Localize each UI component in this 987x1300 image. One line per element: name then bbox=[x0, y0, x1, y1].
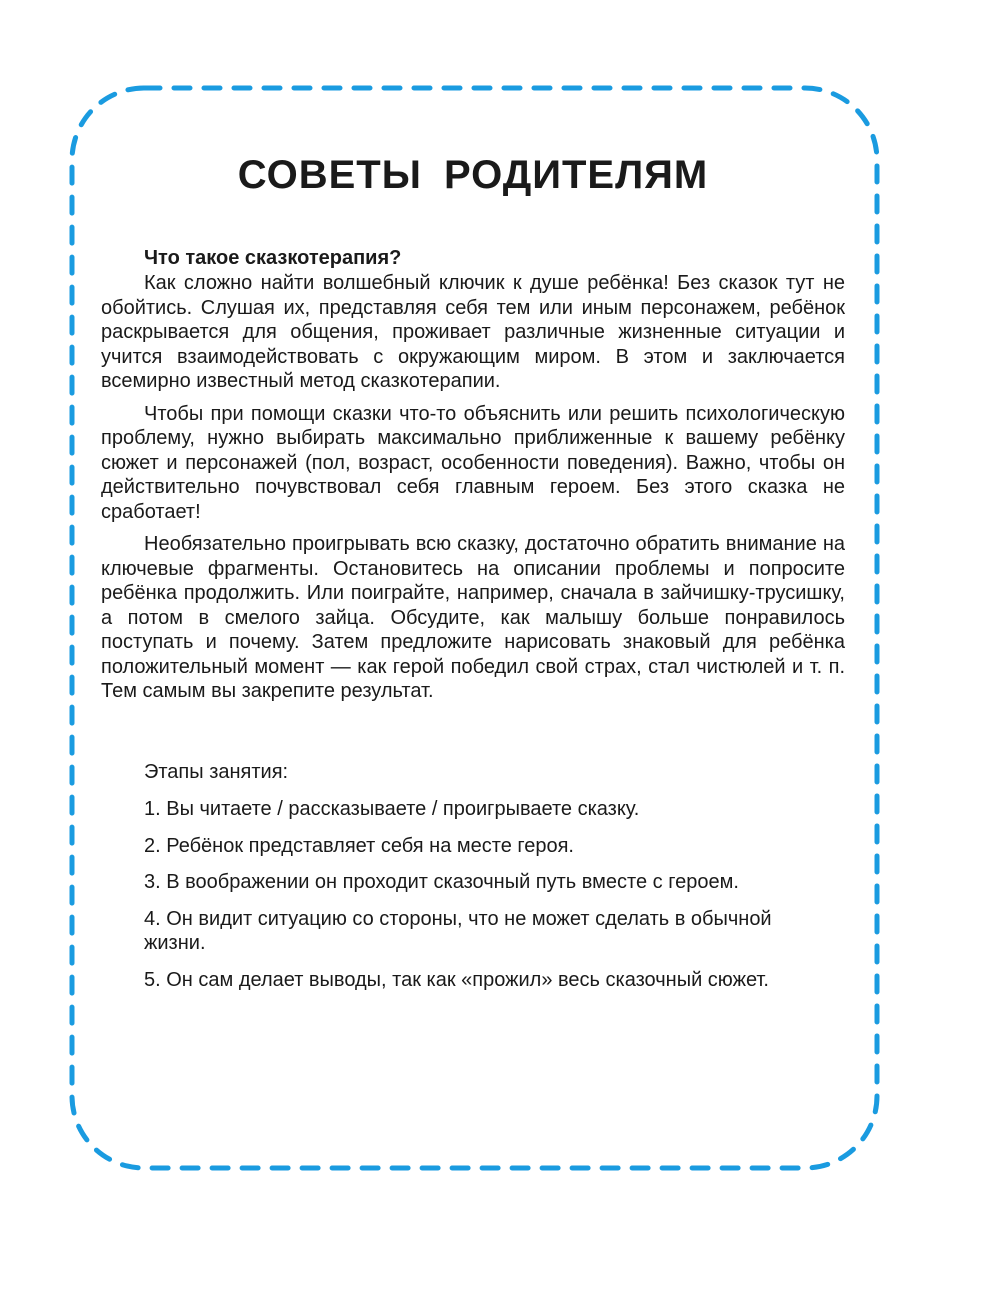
paragraph-3: Необязательно проигрывать всю сказку, достаточно обратить внимание на ключевые фрагменты. Остановитесь на описании проблемы и попросите ребёнка продолжить. Или поиграйте, например, сначала в зайчишку-трусишку, а потом в смелого зайца. Обсудите, как малышу больше понравилось поступать и почему. Затем предложите нарисовать знаковый для ребёнка положительный момент — как герой победил свой страх, стал чистюлей и т. п. Тем самым вы закрепите результат. bbox=[101, 533, 845, 702]
section-heading: Что такое сказкотерапия? bbox=[144, 247, 402, 269]
page-title: СОВЕТЫ РОДИТЕЛЯМ bbox=[237, 153, 709, 197]
page-content bbox=[101, 145, 845, 1004]
paragraph-2: Чтобы при помощи сказки что-то объяснить или решить психологическую проблему, нужно выбирать максимально приближенные к вашему ребёнку сюжет и персонажей (пол, возраст, особенности поведения). Важно, чтобы он действительно почувствовал себя главным героем. Без этого сказка не сработает! bbox=[101, 402, 845, 523]
stage-item-1: 1. Вы читаете / рассказываете / проигрываете сказку. bbox=[144, 798, 640, 820]
stage-item-3: 3. В воображении он проходит сказочный путь вместе с героем. bbox=[144, 871, 739, 893]
section-intro bbox=[101, 245, 845, 704]
stage-item-4: 4. Он видит ситуацию со стороны, что не может сделать в обычной жизни. bbox=[144, 907, 772, 954]
stages-title: Этапы занятия: bbox=[144, 760, 289, 783]
stage-item-5: 5. Он сам делает выводы, так как «прожил» весь сказочный сюжет. bbox=[144, 968, 769, 991]
paragraph-1: Как сложно найти волшебный ключик к душе ребёнка! Без сказок тут не обойтись. Слушая их, представляя себя тем или иным персонажем, ребёнок раскрывается для общения, проживает различные жизненные ситуации и учится взаимодействовать с окружающим миром. В этом и заключается всемирно известный метод сказкотерапии. bbox=[101, 272, 845, 392]
stage-item-2: 2. Ребёнок представляет себя на месте героя. bbox=[144, 834, 574, 857]
stages-list bbox=[101, 760, 845, 993]
